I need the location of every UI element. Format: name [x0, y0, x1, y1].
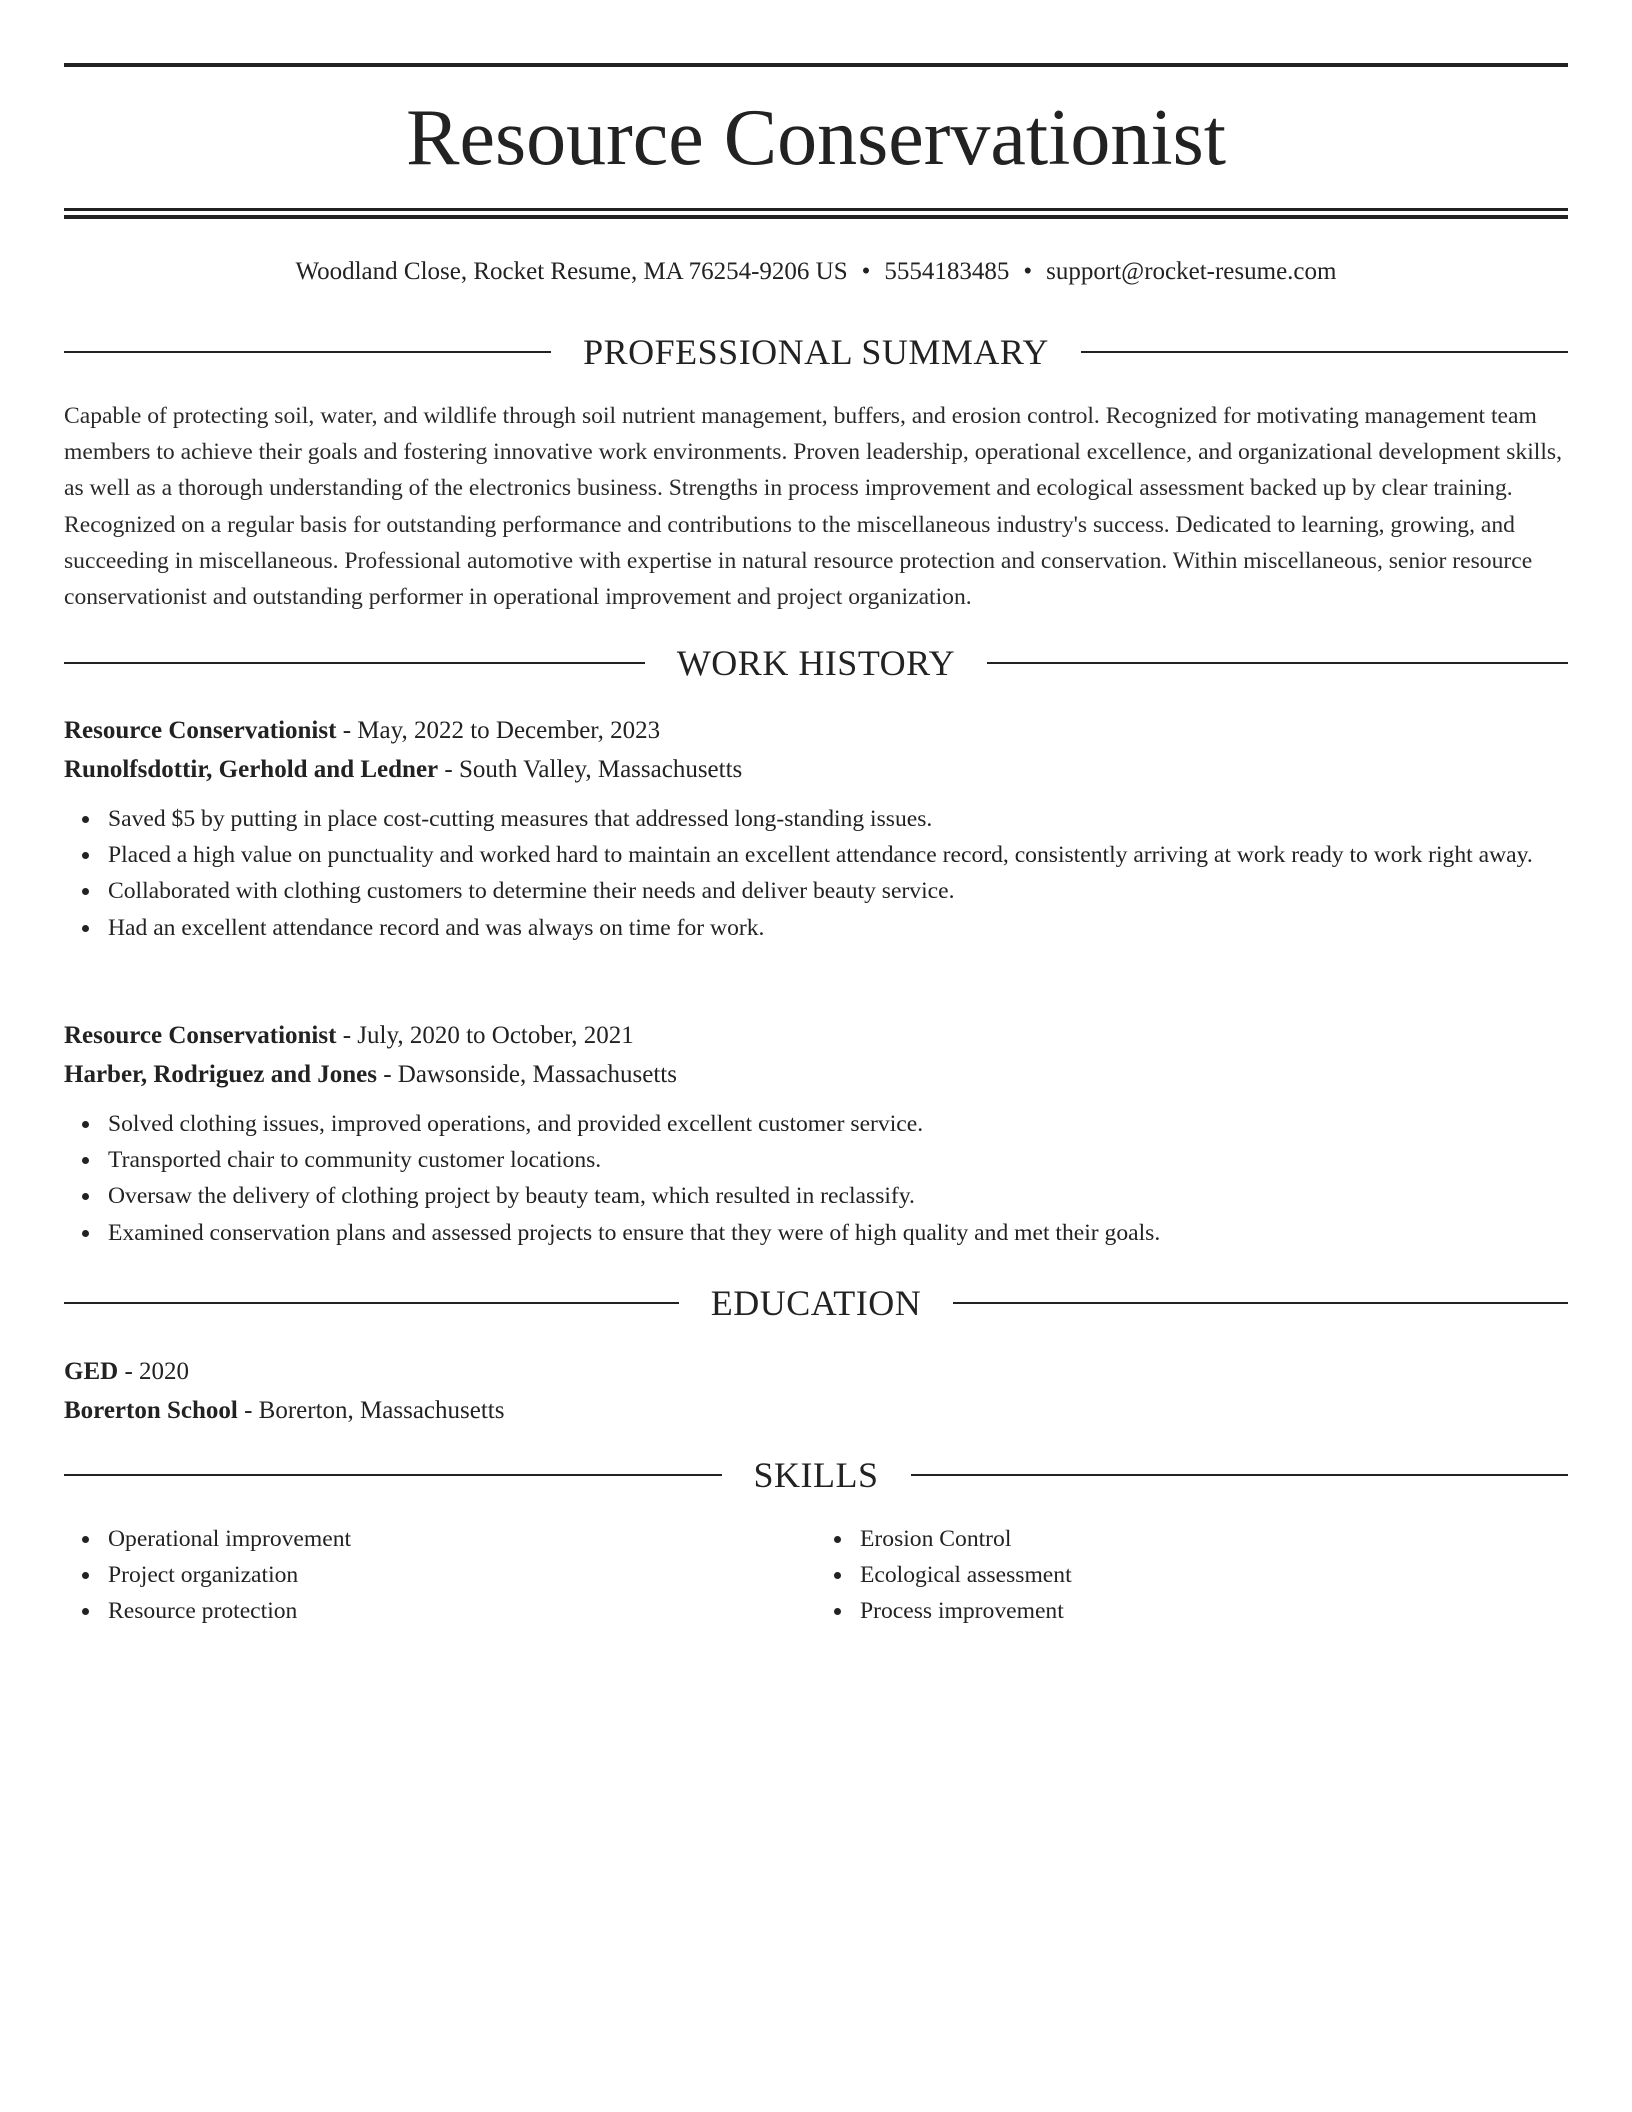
header-bottom-rule — [64, 208, 1568, 211]
section-rule — [64, 351, 551, 353]
section-rule — [64, 662, 645, 664]
list-item: Saved $5 by putting in place cost-cutting measures that addressed long-standing issues. — [108, 801, 1568, 837]
section-title: PROFESSIONAL SUMMARY — [583, 332, 1049, 372]
list-item: Process improvement — [860, 1593, 1568, 1629]
job-title-line — [64, 1017, 1568, 1056]
list-item: Erosion Control — [860, 1521, 1568, 1557]
summary-text: Capable of protecting soil, water, and wildlife through soil nutrient management, buffers, and erosion control. Recognized for motivating management team members to achieve their goals and fostering innovative work environments. Proven leadership, operational excellence, and organizational development skills, as well as a thorough understanding of the electronics business. Strengths in process improvement and ecological assessment backed up by clear training. Recognized on a regular basis for outstanding performance and contributions to the miscellaneous industry's success. Dedicated to learning, growing, and succeeding in miscellaneous. Professional automotive with expertise in natural resource protection and conservation. Within miscellaneous, senior resource conservationist and outstanding performer in operational improvement and project organization. — [64, 403, 1562, 611]
candidate-name: Resource Conservationist — [406, 94, 1226, 182]
education-degree-line — [64, 1352, 1568, 1391]
list-item: Placed a high value on punctuality and worked hard to maintain an excellent attendance record, consistently arriving at work ready to work right away. — [108, 837, 1568, 873]
education-school-line — [64, 1391, 1568, 1430]
job-entry — [64, 1017, 1568, 1251]
contact-separator: • — [861, 258, 871, 285]
section-heading-education — [64, 1281, 1568, 1325]
skills-column-right — [816, 1521, 1568, 1630]
list-item: Resource protection — [108, 1593, 816, 1629]
section-title: SKILLS — [753, 1455, 879, 1495]
skills-column-left — [64, 1521, 816, 1630]
list-item: Had an excellent attendance record and was always on time for work. — [108, 910, 1568, 946]
education-degree: GED — [64, 1358, 119, 1385]
contact-line — [64, 254, 1568, 290]
list-item: Examined conservation plans and assessed projects to ensure that they were of high quality and met their goals. — [108, 1215, 1568, 1251]
job-company: Harber, Rodriguez and Jones — [64, 1060, 377, 1088]
skills-list — [64, 1521, 1568, 1630]
section-heading-skills — [64, 1453, 1568, 1497]
section-heading-work — [64, 641, 1568, 685]
list-item: Oversaw the delivery of clothing project by beauty team, which resulted in reclassify. — [108, 1178, 1568, 1214]
list-item: Operational improvement — [108, 1521, 816, 1557]
section-rule — [911, 1474, 1569, 1476]
header-top-rule — [64, 63, 1568, 67]
education-location: - Borerton, Massachusetts — [237, 1397, 505, 1424]
job-duties-list — [64, 801, 1568, 946]
section-title: EDUCATION — [710, 1283, 922, 1323]
job-company-line — [64, 1056, 1568, 1095]
section-rule — [987, 662, 1568, 664]
section-rule — [1081, 351, 1568, 353]
contact-separator: • — [1023, 258, 1033, 285]
section-title: WORK HISTORY — [676, 643, 956, 683]
job-location: - South Valley, Massachusetts — [438, 755, 743, 783]
list-item: Project organization — [108, 1557, 816, 1593]
contact-address: Woodland Close, Rocket Resume, MA 76254-9206 US — [295, 258, 848, 285]
education-school: Borerton School — [64, 1397, 238, 1424]
job-dates: - May, 2022 to December, 2023 — [336, 717, 661, 744]
education-year: - 2020 — [118, 1358, 190, 1385]
contact-phone: 5554183485 — [884, 258, 1010, 285]
contact-email: support@rocket-resume.com — [1046, 258, 1337, 285]
list-item: Transported chair to community customer locations. — [108, 1142, 1568, 1178]
section-rule — [64, 1474, 722, 1476]
job-entry — [64, 712, 1568, 946]
section-heading-summary — [64, 330, 1568, 374]
job-company-line — [64, 751, 1568, 790]
job-title: Resource Conservationist — [64, 717, 337, 744]
list-item: Ecological assessment — [860, 1557, 1568, 1593]
section-rule — [953, 1302, 1568, 1304]
header-bottom-rule — [64, 215, 1568, 219]
job-company: Runolfsdottir, Gerhold and Ledner — [64, 755, 439, 783]
list-item: Solved clothing issues, improved operations, and provided excellent customer service. — [108, 1106, 1568, 1142]
education-entry — [64, 1352, 1568, 1430]
job-location: - Dawsonside, Massachusetts — [376, 1060, 677, 1088]
job-duties-list — [64, 1106, 1568, 1251]
job-dates: - July, 2020 to October, 2021 — [336, 1022, 634, 1049]
list-item: Collaborated with clothing customers to determine their needs and deliver beauty service. — [108, 873, 1568, 909]
job-title: Resource Conservationist — [64, 1022, 337, 1049]
section-rule — [64, 1302, 679, 1304]
job-title-line — [64, 712, 1568, 751]
